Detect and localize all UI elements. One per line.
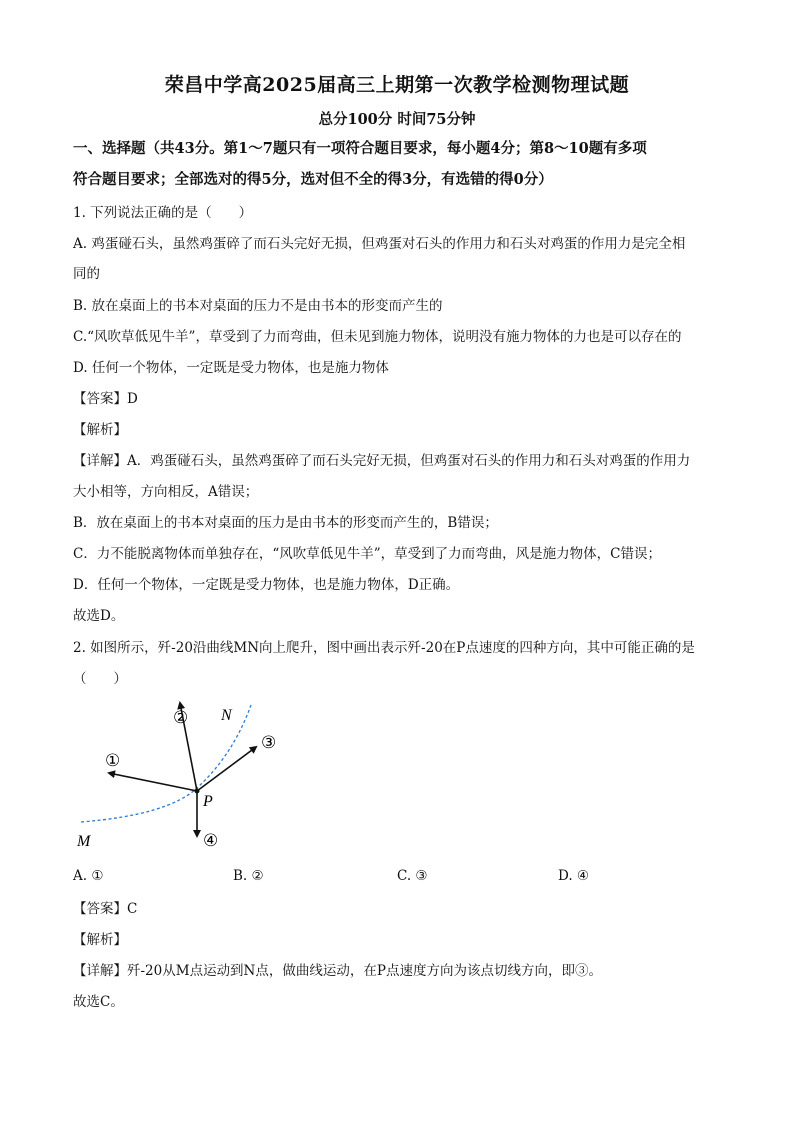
- label-p: P: [203, 793, 213, 810]
- arrow-3: [197, 747, 256, 791]
- q2-option-d: D. ④: [558, 868, 590, 884]
- q1-answer: 【答案】D: [73, 391, 138, 407]
- page-subtitle: 总分100分 时间75分钟: [318, 111, 476, 128]
- q2-answer: 【答案】C: [73, 901, 138, 917]
- q1-conclusion: 故选D。: [73, 608, 125, 624]
- q2-detail: 【详解】歼-20从M点运动到N点，做曲线运动，在P点速度方向为该点切线方向，即③。: [73, 963, 602, 979]
- q2-option-b: B. ②: [233, 868, 264, 884]
- label-n: N: [221, 707, 232, 724]
- q1-option-a-line1: A. 鸡蛋碰石头，虽然鸡蛋碎了而石头完好无损，但鸡蛋对石头的作用力和石头对鸡蛋的作用力是完全相: [73, 236, 686, 252]
- q1-option-c: C.“风吹草低见牛羊”，草受到了力而弯曲，但未见到施力物体，说明没有施力物体的力也是可以存在的: [73, 329, 682, 345]
- q1-detail-line5: D．任何一个物体，一定既是受力物体，也是施力物体，D正确。: [73, 577, 460, 593]
- q1-detail-line1: 【详解】A．鸡蛋碰石头，虽然鸡蛋碎了而石头完好无损，但鸡蛋对石头的作用力和石头对鸡蛋的作用力: [73, 453, 691, 469]
- section-instructions-line1: 一、选择题（共43分。第1～7题只有一项符合题目要求，每小题4分；第8～10题有多项: [73, 140, 647, 157]
- q2-option-c: C. ③: [397, 868, 428, 884]
- velocity-direction-figure: [73, 700, 277, 851]
- q1-option-a-line2: 同的: [73, 266, 100, 282]
- q1-detail-line4: C．力不能脱离物体而单独存在，“风吹草低见牛羊”，草受到了力而弯曲，风是施力物体，C错误；: [73, 546, 661, 562]
- arrow-1: [109, 773, 197, 791]
- q1-analysis-heading: 【解析】: [73, 422, 127, 438]
- label-arrow-1: ①: [105, 751, 121, 771]
- q2-conclusion: 故选C。: [73, 994, 124, 1010]
- label-arrow-4: ④: [203, 831, 219, 851]
- q1-option-d: D. 任何一个物体，一定既是受力物体，也是施力物体: [73, 360, 389, 376]
- label-arrow-2: ②: [173, 708, 189, 728]
- label-m: M: [77, 833, 91, 850]
- section-instructions-line2: 符合题目要求；全部选对的得5分，选对但不全的得3分，有选错的得0分）: [73, 171, 553, 188]
- q2-analysis-heading: 【解析】: [73, 932, 127, 948]
- page-title: 荣昌中学高2025届高三上期第一次教学检测物理试题: [164, 74, 630, 96]
- q2-stem-line2: （ ）: [73, 671, 127, 687]
- label-arrow-3: ③: [261, 733, 277, 753]
- q1-detail-line3: B．放在桌面上的书本对桌面的压力是由书本的形变而产生的，B错误；: [73, 515, 498, 531]
- q2-option-a: A. ①: [73, 868, 104, 884]
- q1-option-b: B. 放在桌面上的书本对桌面的压力不是由书本的形变而产生的: [73, 298, 443, 314]
- q1-stem: 1. 下列说法正确的是（ ）: [73, 205, 253, 221]
- q1-detail-line2: 大小相等，方向相反，A错误；: [73, 484, 259, 500]
- q2-stem-line1: 2. 如图所示，歼-20沿曲线MN向上爬升，图中画出表示歼-20在P点速度的四种方向，其中可能正确的是: [73, 640, 695, 656]
